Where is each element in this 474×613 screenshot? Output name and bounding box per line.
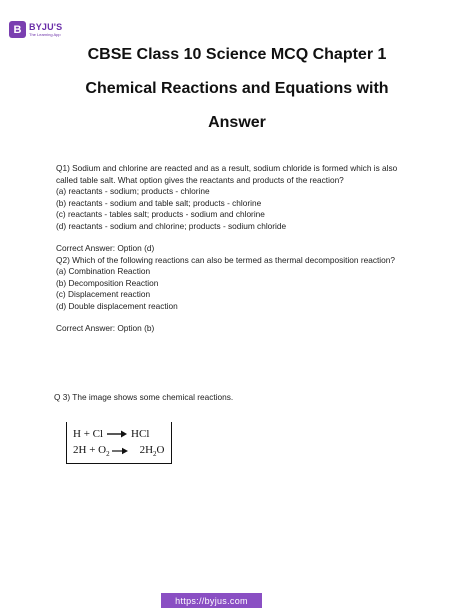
question-3-text: Q 3) The image shows some chemical reactions.	[54, 392, 234, 402]
question-2-option-c: (c) Displacement reaction	[56, 289, 151, 299]
logo-text	[29, 23, 62, 37]
equation-1-reactants: H + Cl	[73, 428, 104, 440]
logo-name: BYJU'S	[29, 21, 63, 32]
logo-mark-icon: B	[9, 21, 26, 38]
reaction-arrow-icon	[107, 430, 127, 438]
question-1-option-b: (b) reactants - sodium and table salt; products - chlorine	[56, 197, 262, 208]
question-1-answer: Correct Answer: Option (d)	[56, 243, 155, 253]
questions-content	[56, 163, 416, 335]
question-2-option-a: (a) Combination Reaction	[56, 266, 151, 276]
question-1-option-d: (d) reactants - sodium and chlorine; products - sodium chloride	[56, 220, 287, 231]
title-line-3: Answer	[208, 114, 266, 131]
logo-tagline: The Learning App	[29, 31, 61, 37]
question-1-option-a: (a) reactants - sodium; products - chlorine	[56, 186, 210, 196]
title-line-1: CBSE Class 10 Science MCQ Chapter 1	[87, 46, 387, 63]
question-2-option-b: (b) Decomposition Reaction	[56, 277, 159, 288]
question-1-text: Q1) Sodium and chlorine are reacted and as a result, sodium chloride is formed which is also called table salt. What option gives the reactants and products of the reaction?	[56, 163, 398, 185]
page-title	[0, 38, 474, 140]
equation-2-reactants: $2H + O_2$	[73, 444, 110, 459]
question-2-option-d: (d) Double displacement reaction	[56, 300, 178, 311]
title-line-2: Chemical Reactions and Equations with	[85, 80, 389, 97]
equation-row-1	[73, 428, 149, 440]
equation-2-product: $2H_2O$	[139, 444, 165, 459]
equation-1-product: HCl	[131, 428, 150, 440]
question-1-option-c: (c) reactants - tables salt; products - sodium and chlorine	[56, 209, 265, 219]
brand-logo	[9, 21, 62, 38]
footer-url-link[interactable]: https://byjus.com	[161, 593, 262, 608]
question-2-answer: Correct Answer: Option (b)	[56, 323, 155, 333]
question-2-options	[56, 266, 416, 312]
equation-image	[66, 422, 172, 464]
question-1-options	[56, 186, 416, 232]
reaction-arrow-icon	[112, 447, 128, 455]
question-2-text: Q2) Which of the following reactions can also be termed as thermal decomposition reaction?	[56, 254, 395, 265]
equation-row-2	[73, 444, 165, 458]
